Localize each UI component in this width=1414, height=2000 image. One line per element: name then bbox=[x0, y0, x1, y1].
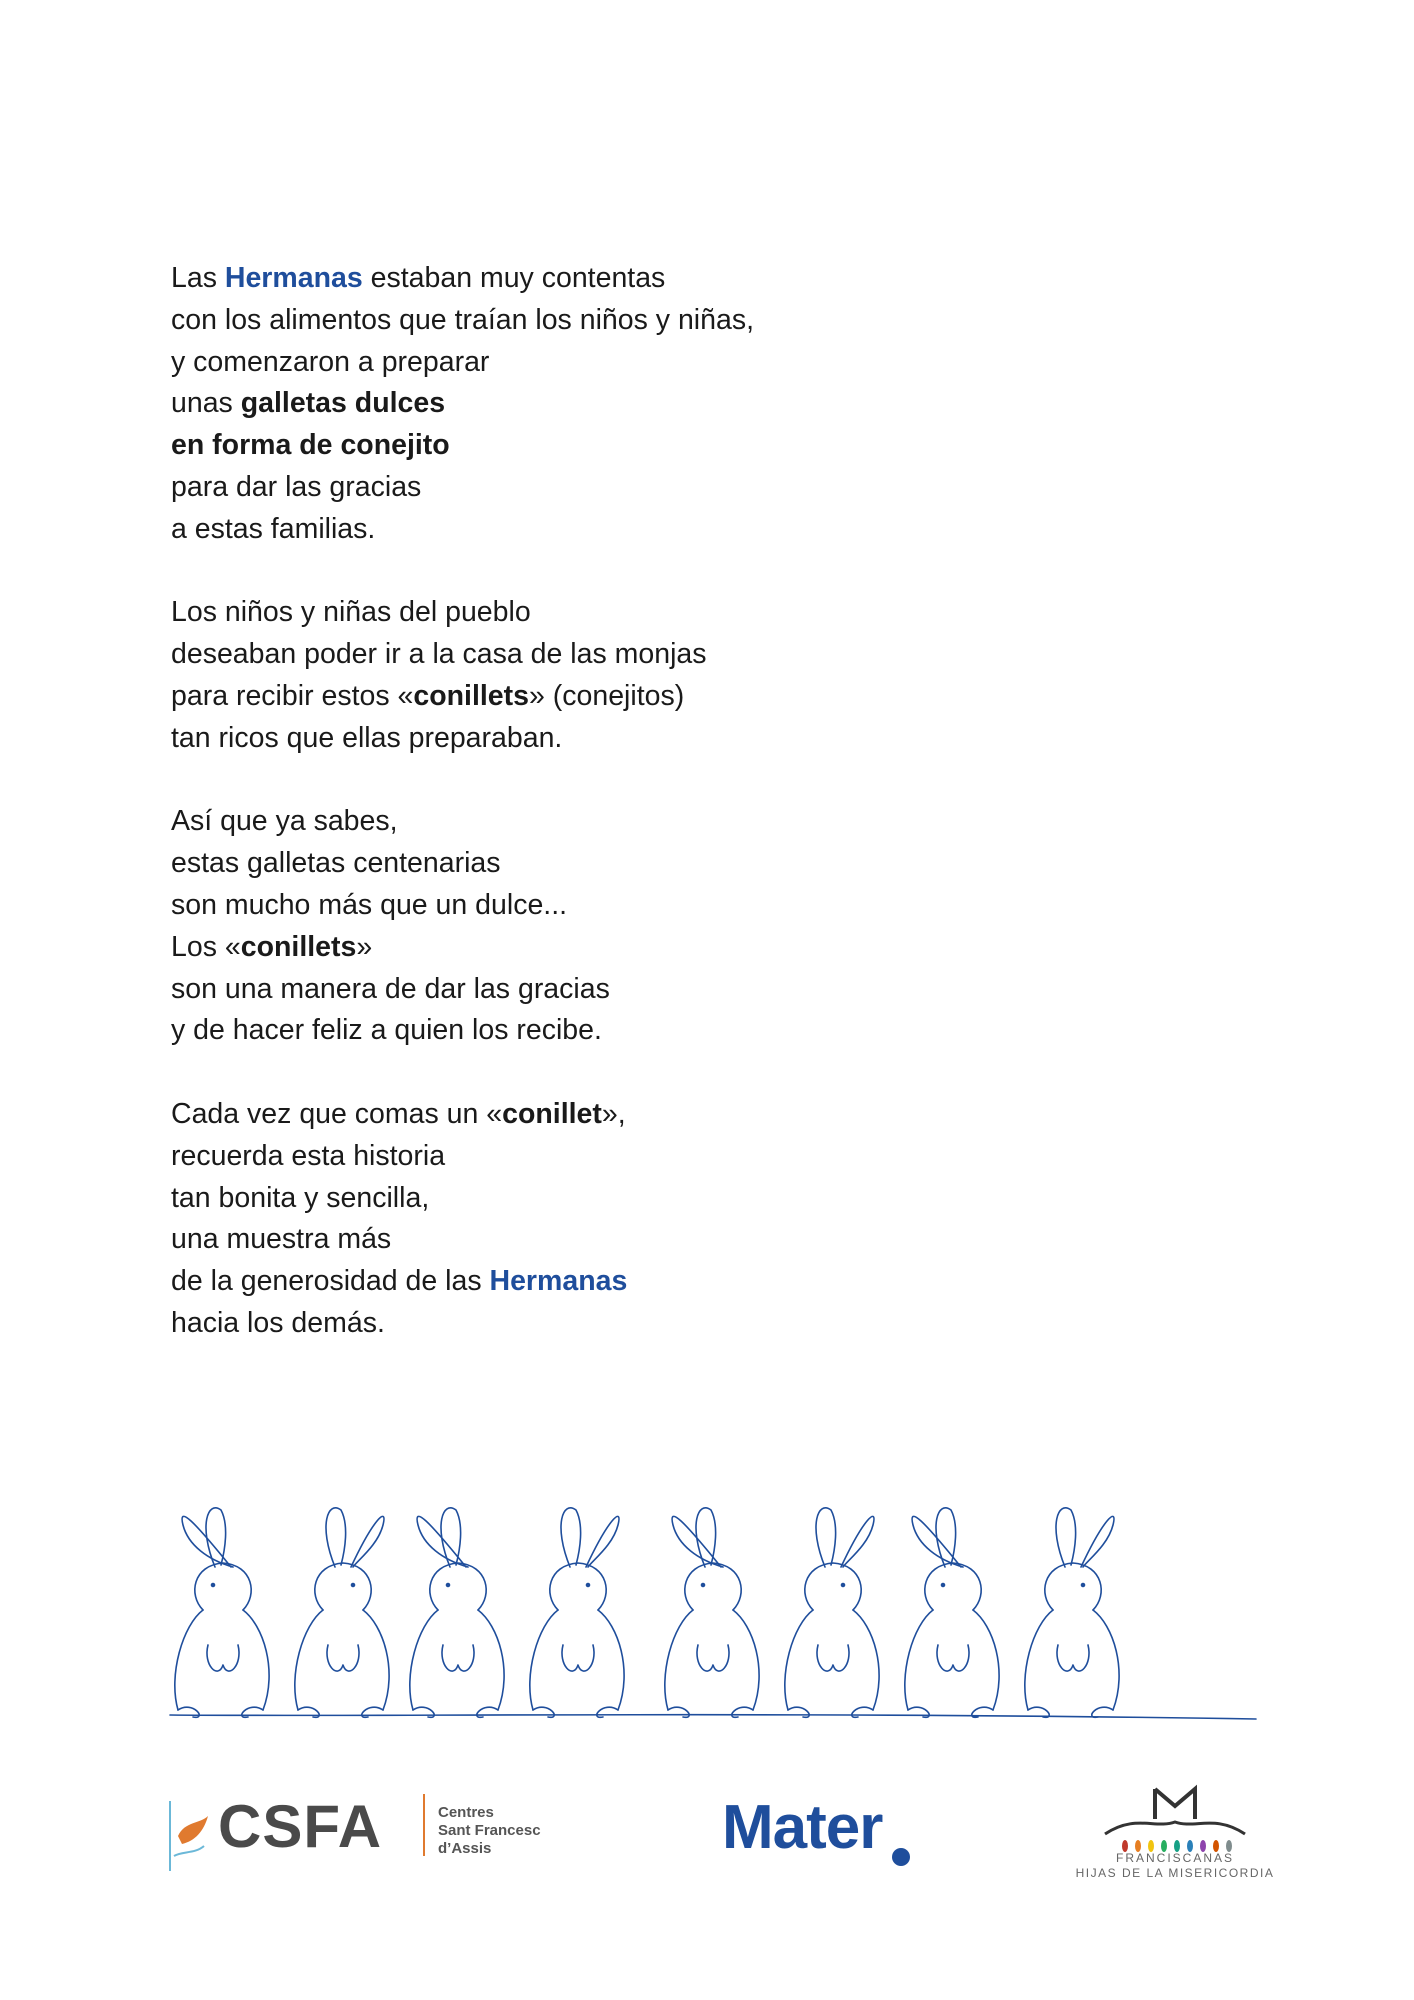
text-line bbox=[171, 1219, 1171, 1261]
text-line bbox=[171, 676, 1171, 718]
mater-logo: Mater bbox=[722, 1793, 883, 1862]
text-line bbox=[171, 885, 1171, 927]
text-segment: con los alimentos que traían los niños y niñas, bbox=[171, 303, 754, 336]
text-segment: recuerda esta historia bbox=[171, 1139, 446, 1172]
csfa-logo-text: CSFA bbox=[218, 1793, 383, 1860]
mater-dot-icon bbox=[892, 1848, 910, 1866]
emphasis-text: conillets bbox=[240, 930, 357, 963]
text-segment: y comenzaron a preparar bbox=[171, 345, 490, 378]
text-line bbox=[171, 342, 1171, 384]
story-text bbox=[171, 258, 1171, 1387]
text-segment: para recibir estos « bbox=[171, 679, 414, 712]
text-line bbox=[171, 1178, 1171, 1220]
bunnies-line-drawing-icon bbox=[168, 1505, 1258, 1725]
csfa-subtitle bbox=[438, 1804, 541, 1858]
text-line bbox=[171, 843, 1171, 885]
text-segment: estaban muy contentas bbox=[362, 262, 666, 294]
text-segment: estas galletas centenarias bbox=[171, 847, 501, 880]
text-line bbox=[171, 383, 1171, 425]
text-segment: son una manera de dar las gracias bbox=[171, 972, 610, 1005]
text-segment: de la generosidad de las bbox=[171, 1265, 490, 1298]
text-segment: son mucho más que un dulce... bbox=[171, 888, 568, 921]
csfa-subtitle-line: d’Assis bbox=[438, 1840, 492, 1857]
csfa-subtitle-line: Sant Francesc bbox=[438, 1822, 541, 1839]
text-line bbox=[171, 718, 1171, 760]
text-line bbox=[171, 1261, 1171, 1303]
text-segment: » (conejitos) bbox=[529, 679, 685, 712]
text-segment: Las bbox=[171, 262, 225, 294]
franciscanas-line2: HIJAS DE LA MISERICORDIA bbox=[1075, 1866, 1275, 1880]
stanza bbox=[171, 801, 1171, 1052]
text-line bbox=[171, 1010, 1171, 1052]
csfa-flame-icon bbox=[160, 1796, 220, 1876]
text-line bbox=[171, 467, 1171, 509]
text-line bbox=[171, 509, 1171, 551]
text-segment: y de hacer feliz a quien los recibe. bbox=[171, 1014, 602, 1047]
text-segment: unas bbox=[171, 387, 241, 420]
csfa-subtitle-line: Centres bbox=[438, 1804, 494, 1821]
csfa-separator bbox=[423, 1794, 425, 1856]
footer-logos bbox=[0, 1770, 1414, 1890]
stanza bbox=[171, 1094, 1171, 1345]
text-segment: Los niños y niñas del pueblo bbox=[171, 596, 531, 629]
text-segment: Cada vez que comas un « bbox=[171, 1097, 503, 1130]
text-segment: deseaban poder ir a la casa de las monjas bbox=[171, 638, 707, 671]
text-line bbox=[171, 1136, 1171, 1178]
text-segment: Así que ya sabes, bbox=[171, 805, 398, 838]
emphasis-text: conillets bbox=[413, 679, 529, 712]
emphasis-text: Hermanas bbox=[224, 262, 363, 294]
text-segment: », bbox=[601, 1097, 626, 1130]
emphasis-text: conillet bbox=[502, 1097, 602, 1130]
text-line bbox=[171, 1094, 1171, 1136]
emphasis-text: Hermanas bbox=[489, 1265, 628, 1298]
text-line bbox=[171, 927, 1171, 969]
text-line bbox=[171, 634, 1171, 676]
text-segment: para dar las gracias bbox=[171, 470, 422, 503]
text-line bbox=[171, 969, 1171, 1011]
text-segment: hacia los demás. bbox=[171, 1306, 385, 1339]
text-line bbox=[171, 801, 1171, 843]
text-segment: tan ricos que ellas preparaban. bbox=[171, 721, 563, 754]
stanza bbox=[171, 592, 1171, 759]
emphasis-text: galletas dulces bbox=[240, 387, 446, 420]
text-line bbox=[171, 425, 1171, 467]
franciscanas-line1: FRANCISCANAS bbox=[1115, 1851, 1234, 1865]
stanza bbox=[171, 258, 1171, 551]
text-segment: una muestra más bbox=[171, 1223, 392, 1256]
text-line bbox=[171, 300, 1171, 342]
text-line bbox=[171, 1303, 1171, 1345]
text-line bbox=[171, 258, 1171, 300]
text-segment: tan bonita y sencilla, bbox=[171, 1181, 430, 1214]
text-segment: a estas familias. bbox=[171, 512, 376, 545]
emphasis-text: en forma de conejito bbox=[171, 429, 450, 462]
text-line bbox=[171, 592, 1171, 634]
text-segment: Los « bbox=[171, 930, 241, 963]
text-segment: » bbox=[356, 930, 373, 963]
